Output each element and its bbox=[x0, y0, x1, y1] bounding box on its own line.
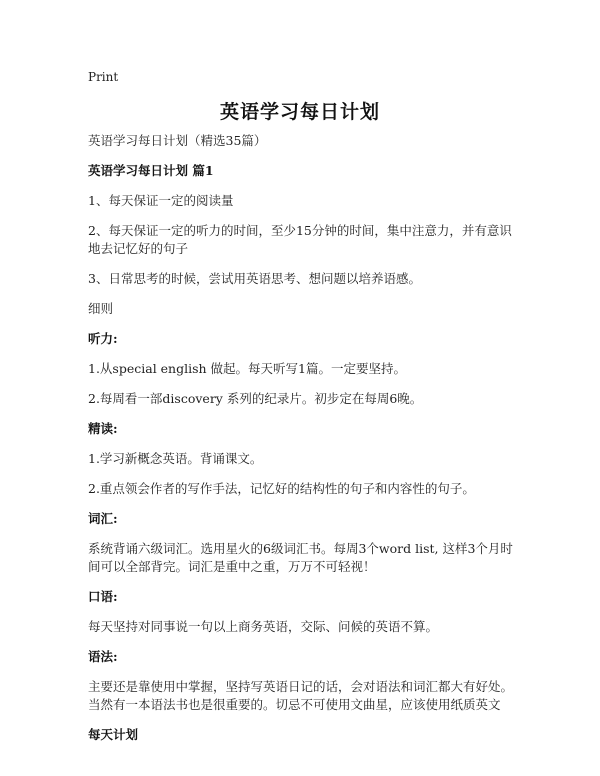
subsection-heading: 精读: bbox=[88, 421, 118, 436]
body-paragraph: 2.重点领会作者的写作手法，记忆好的结构性的句子和内容性的句子。 bbox=[88, 481, 475, 496]
print-label[interactable]: Print bbox=[88, 70, 119, 84]
body-paragraph: 每天坚持对同事说一句以上商务英语，交际、问候的英语不算。 bbox=[88, 619, 439, 634]
body-paragraph: 1.从special english 做起。每天听写1篇。一定要坚持。 bbox=[88, 361, 406, 376]
document-title: 英语学习每日计划 bbox=[219, 101, 380, 123]
subsection-heading: 口语: bbox=[88, 589, 118, 604]
subsection-heading: 听力: bbox=[88, 331, 118, 346]
body-paragraph: 细则 bbox=[88, 301, 114, 316]
body-paragraph: 2.每周看一部discovery 系列的纪录片。初步定在每周6晚。 bbox=[88, 391, 423, 406]
subtitle-paragraph: 英语学习每日计划（精选35篇） bbox=[88, 133, 267, 148]
subsection-heading: 词汇: bbox=[88, 511, 118, 526]
body-paragraph: 3、日常思考的时候，尝试用英语思考、想问题以培养语感。 bbox=[88, 271, 421, 286]
subsection-heading: 语法: bbox=[88, 649, 118, 664]
body-paragraph: 主要还是靠使用中掌握，坚持写英语日记的话，会对语法和词汇都大有好处。当然有一本语法书也是很重要的。切忌不可使用文曲星，应该使用纸质英文 bbox=[88, 679, 514, 712]
body-paragraph: 1.学习新概念英语。背诵课文。 bbox=[88, 451, 263, 466]
section-heading: 英语学习每日计划 篇1 bbox=[88, 163, 214, 178]
body-paragraph: 系统背诵六级词汇。选用星火的6级词汇书。每周3个word list, 这样3个月时间可以全部背完。词汇是重中之重，万万不可轻视！ bbox=[88, 541, 513, 574]
body-paragraph: 1、每天保证一定的阅读量 bbox=[88, 193, 234, 208]
document-body bbox=[88, 132, 520, 756]
body-paragraph: 2、每天保证一定的听力的时间，至少15分钟的时间，集中注意力，并有意识地去记忆好的句子 bbox=[88, 223, 512, 256]
subsection-heading: 每天计划 bbox=[88, 727, 139, 742]
